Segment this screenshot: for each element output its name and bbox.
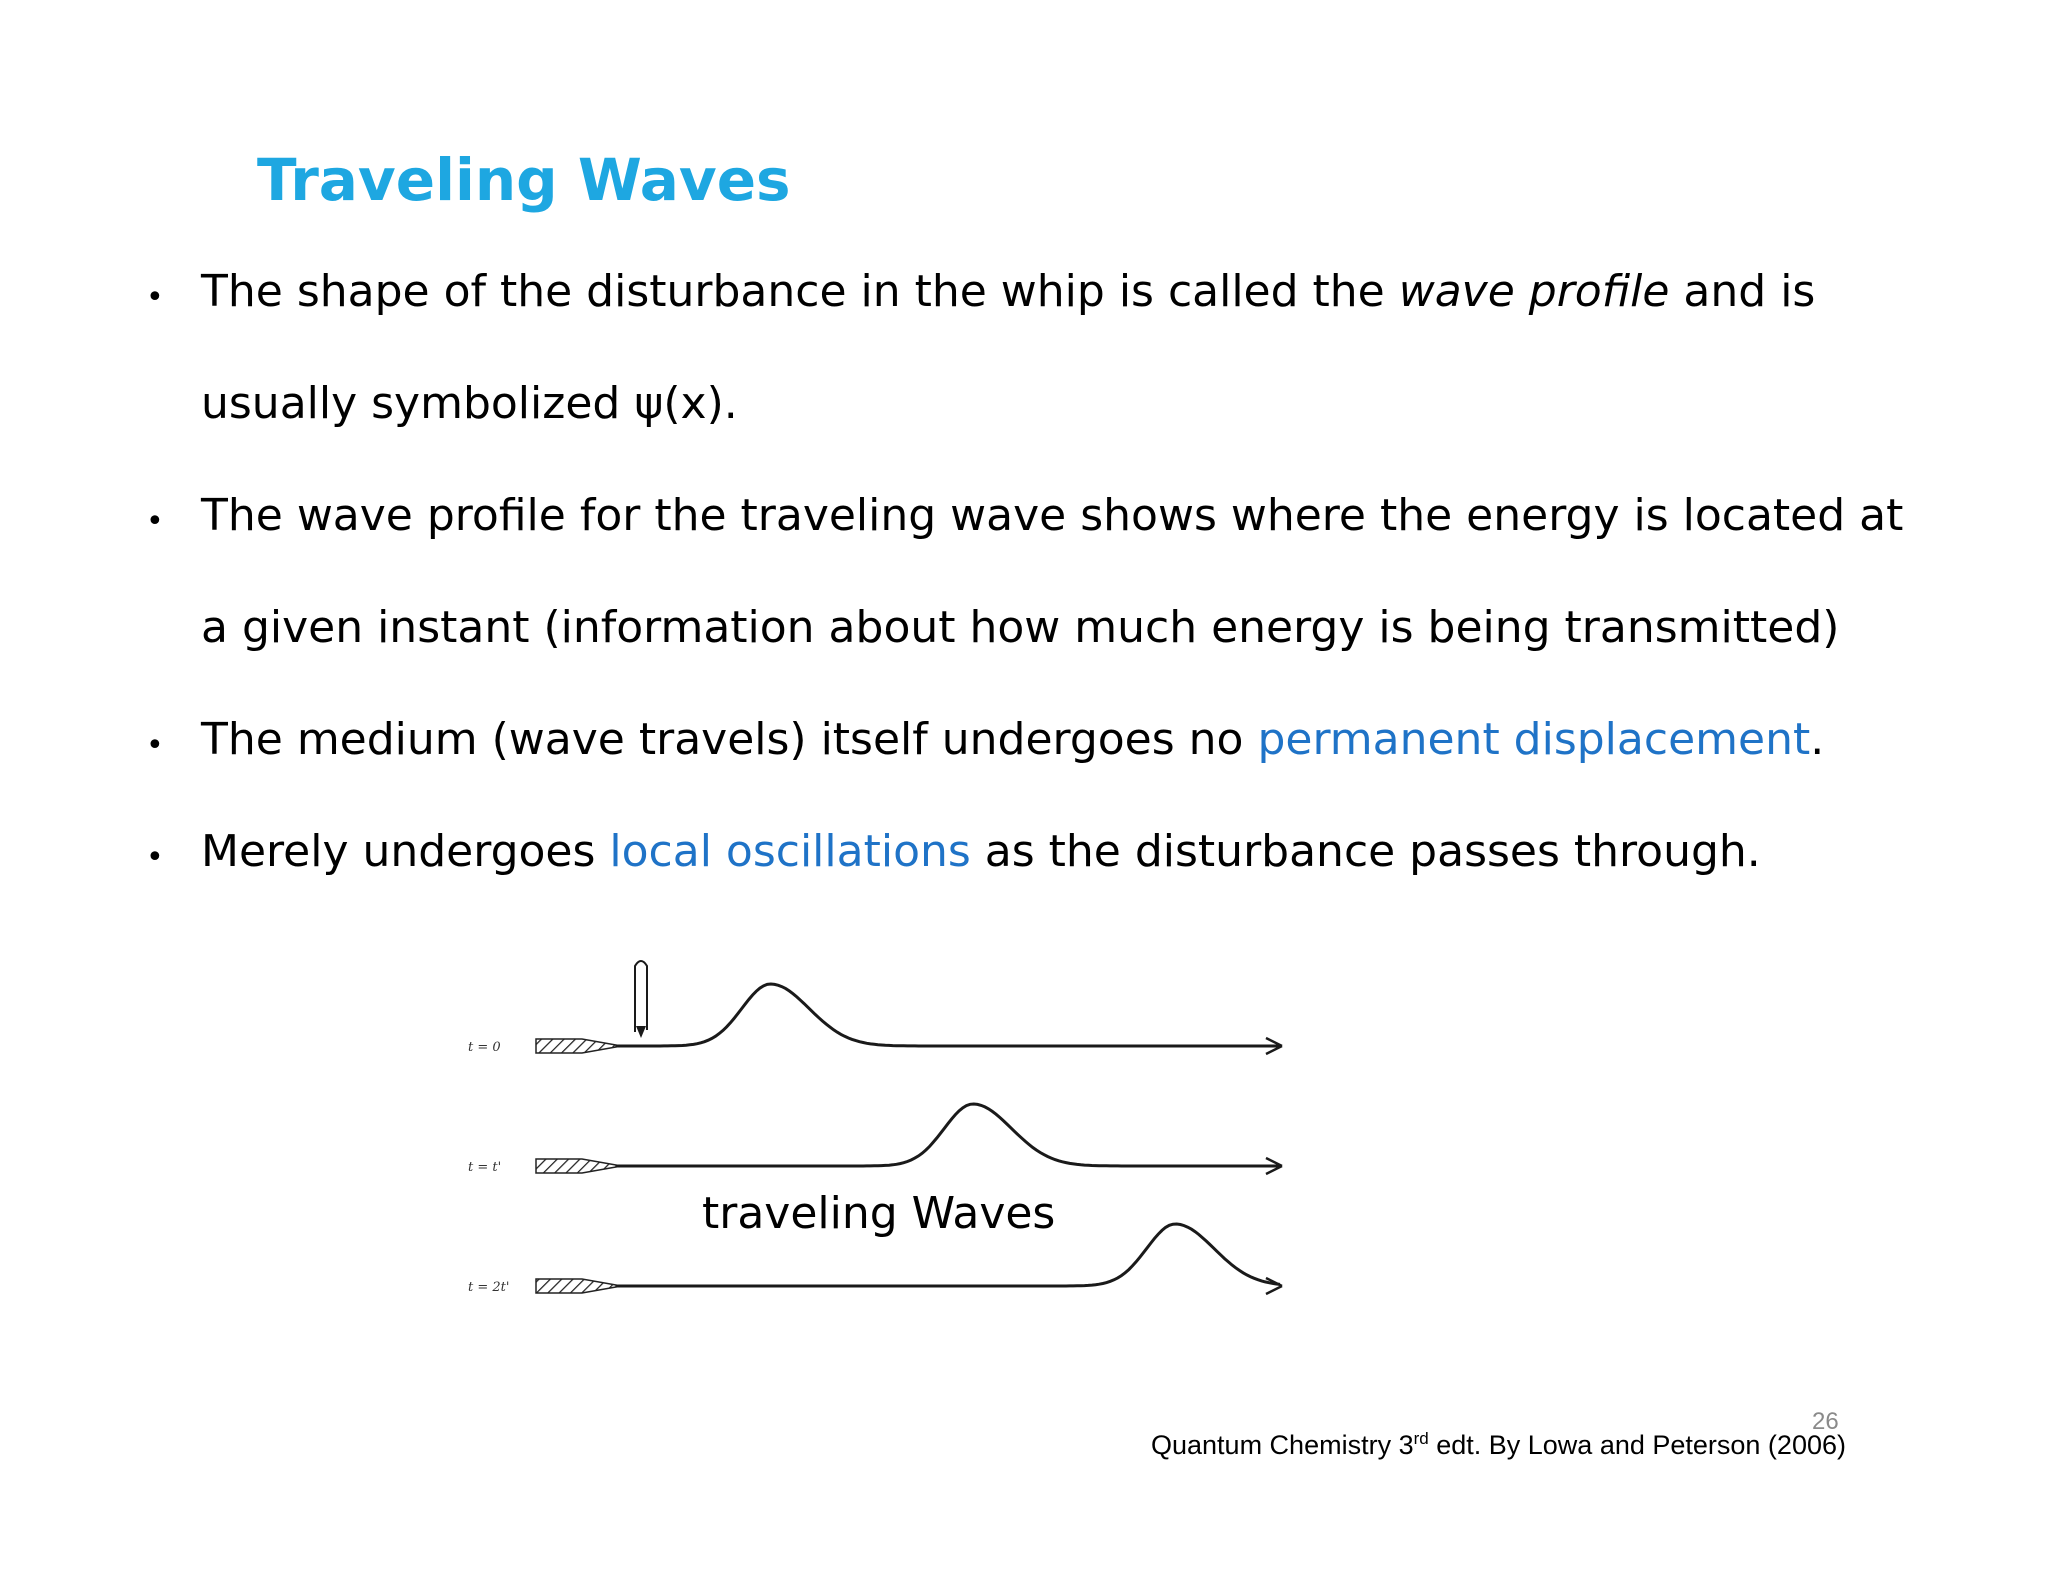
bullet-marker: •: [146, 504, 164, 539]
citation: [1151, 1430, 1846, 1459]
figure-caption: traveling Waves: [702, 1188, 1056, 1239]
citation-text: edt. By Lowa and Peterson (2006): [1428, 1430, 1846, 1460]
wave-diagram: [460, 950, 1300, 1320]
traveling-wave-figure: [460, 950, 1300, 1320]
text-run: and is: [1669, 266, 1816, 317]
bullet-marker: •: [146, 840, 164, 875]
time-label: t = 2t': [468, 1280, 510, 1295]
highlight-text: permanent displacement: [1257, 714, 1811, 765]
whip-handle: [536, 1159, 616, 1173]
whip-handle: [536, 1279, 616, 1293]
bullet-line: [201, 266, 1816, 317]
bullet-line: [201, 714, 1825, 765]
bullet-line: usually symbolized ψ(x).: [201, 378, 738, 429]
text-run: .: [1810, 714, 1825, 765]
whip-handle: [536, 1039, 616, 1053]
slide-title: Traveling Waves: [257, 146, 791, 214]
bullet-marker: •: [146, 280, 164, 315]
bullet-line: [201, 826, 1761, 877]
bullet-line: The wave profile for the traveling wave shows where the energy is located at: [201, 490, 1904, 541]
bullet-marker: •: [146, 728, 164, 763]
citation-superscript: rd: [1413, 1429, 1429, 1448]
flick-arrow-head: [636, 1026, 646, 1038]
whip-tip-arrow: [1266, 1278, 1282, 1294]
time-label: t = t': [468, 1160, 502, 1175]
text-run: The shape of the disturbance in the whip is called the: [201, 266, 1399, 317]
citation-text: Quantum Chemistry 3: [1151, 1430, 1414, 1460]
text-run: The medium (wave travels) itself undergoes no: [201, 714, 1258, 765]
whip-wave: [616, 1104, 1280, 1166]
bullet-line: a given instant (information about how much energy is being transmitted): [201, 602, 1840, 653]
highlight-text: local oscillations: [609, 826, 971, 877]
flick-arrow: [635, 961, 647, 1032]
emphasis-text: wave profile: [1398, 266, 1670, 317]
page-number: 26: [1812, 1408, 1839, 1435]
text-run: as the disturbance passes through.: [970, 826, 1761, 877]
time-label: t = 0: [468, 1040, 501, 1055]
text-run: Merely undergoes: [201, 826, 610, 877]
whip-wave: [616, 984, 1280, 1046]
